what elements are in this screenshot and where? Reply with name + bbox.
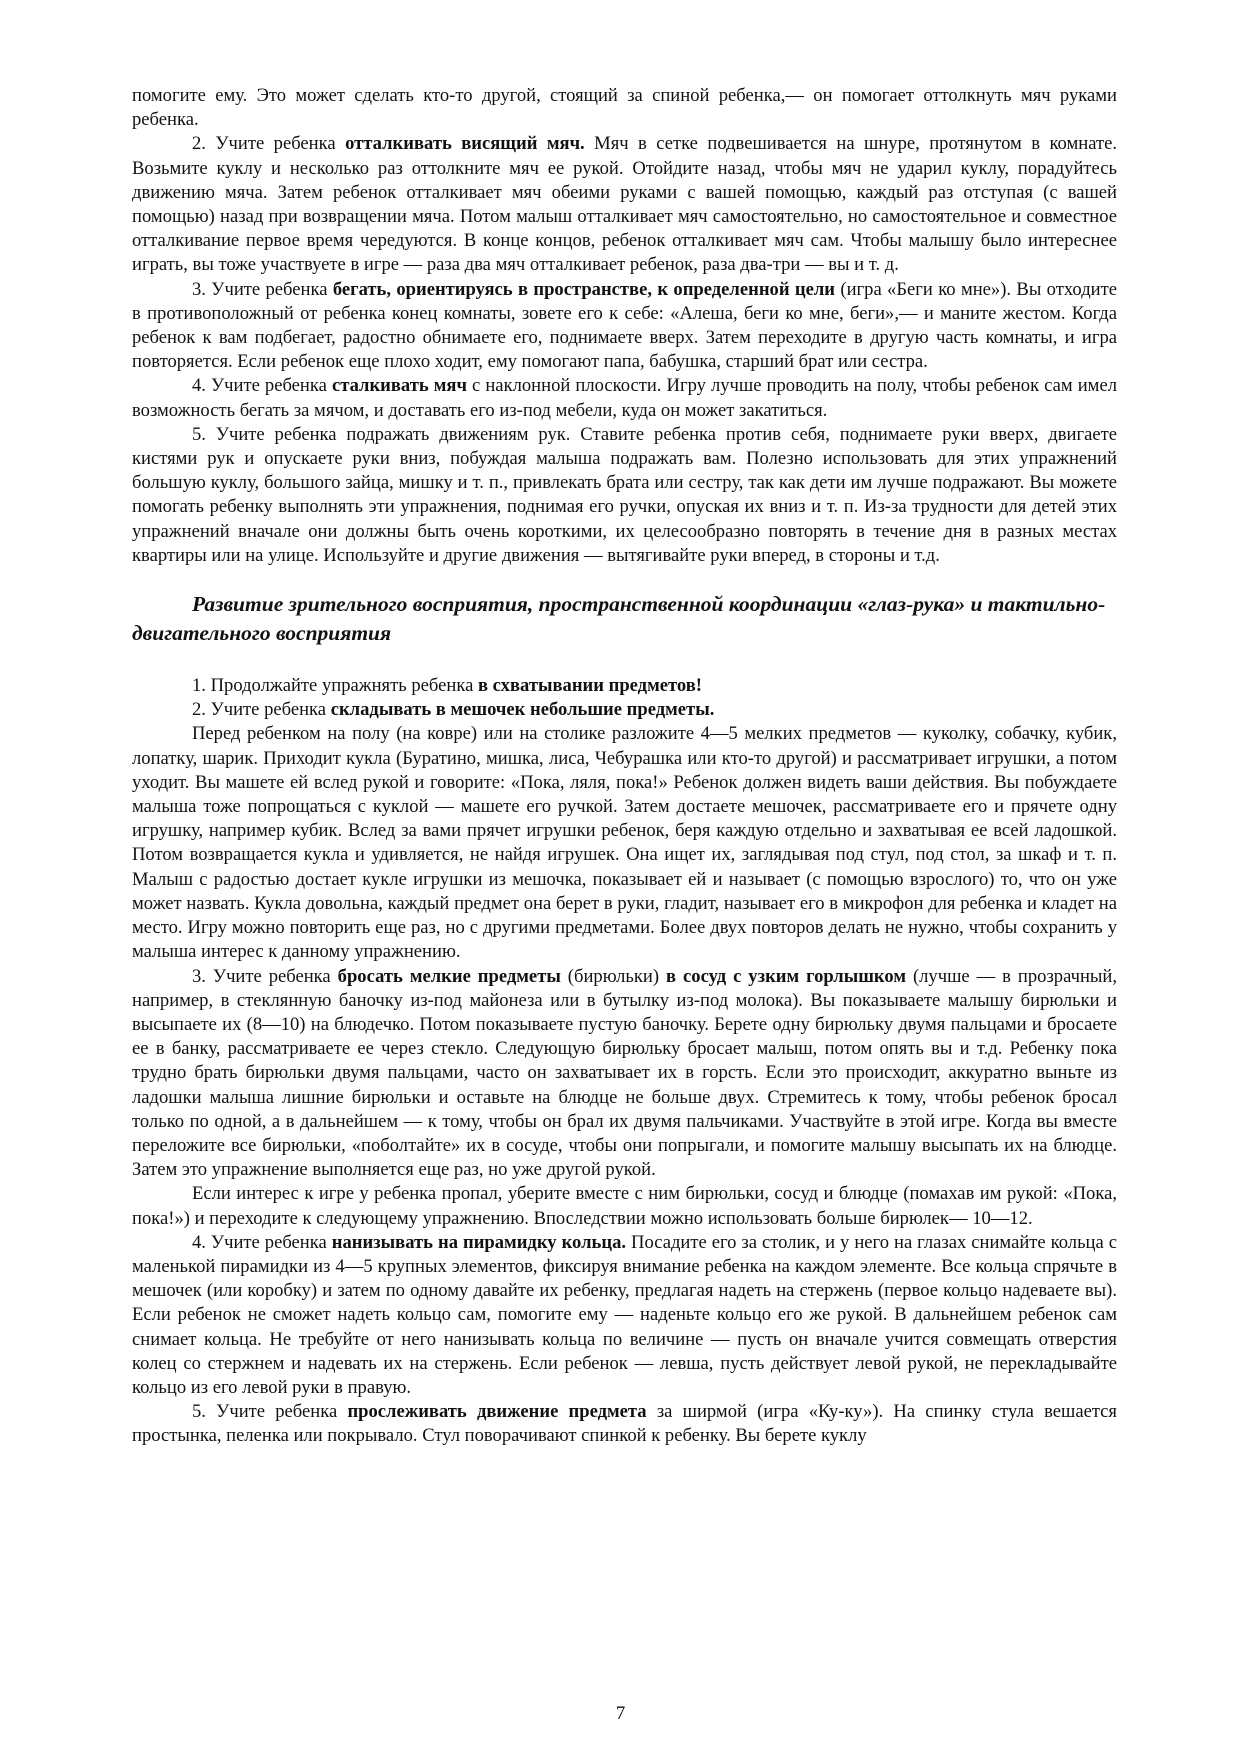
- item-4-lead: 4. Учите ребенка: [192, 375, 332, 397]
- section-item-1-bold: в схватывании предметов!: [477, 675, 702, 697]
- item-4-bold: сталкивать мяч: [331, 375, 467, 397]
- section-item-5: [132, 1400, 1117, 1448]
- section-item-3-text: (лучше — в прозрачный, например, в стеклянную баночку из-под майонеза или в бутылку из-под молока). Вы показываете малышу бирюльки и высыпаете их (8—10) на блюдечко. Потом показываете пустую баночку. Берете одну бирюльку двумя пальцами и бросаете ее в банку, рассматриваете ее через стекло. Следующую бирюльку бросает малыш, потом опять вы и т.д. Ребенку пока трудно брать бирюльки двумя пальцами, часто он захватывает их в горсть. Если это происходит, аккуратно выньте из ладошки малыша лишние бирюльки и оставьте на блюдце не больше двух. Стремитесь к тому, чтобы ребенок бросал только по одной, а в дальнейшем — к тому, чтобы он брал их двумя пальчиками. Участвуйте в этой игре. Когда вы вместе переложите все бирюльки, «поболтайте» их в сосуде, чтобы они попрыгали, и помогите малышу высыпать их на блюдце. Затем это упражнение выполняется еще раз, но уже другой рукой.: [132, 965, 1117, 1181]
- section-item-5-lead: 5. Учите ребенка: [192, 1401, 348, 1423]
- section-heading: Развитие зрительного восприятия, пространственной координации «глаз-рука» и тактильно-двигательного восприятия: [132, 592, 1106, 646]
- section-item-4: [132, 1231, 1117, 1400]
- section-item-5-bold: прослеживать движение предмета: [347, 1401, 647, 1423]
- item-2-text: Мяч в сетке подвешивается на шнуре, протянутом в комнате. Возьмите куклу и несколько раз оттолкните мяч ее рукой. Отойдите назад, чтобы мяч не ударил куклу, порадуйтесь движению мяча. Затем ребенок отталкивает мяч обеими руками с вашей помощью, каждый раз отступая (с вашей помощью) назад при возвращении мяча. Потом малыш отталкивает мяч самостоятельно, но самостоятельное и совместное отталкивание первое время чередуются. В конце концов, ребенок отталкивает мяч сам. Чтобы малышу было интереснее играть, вы тоже участвуете в игре — раза два мяч отталкивает ребенок, раза два-три — вы и т. д.: [132, 133, 1117, 276]
- document-page: [132, 84, 1117, 1449]
- paragraph-continued: помогите ему. Это может сделать кто-то другой, стоящий за спиной ребенка,— он помогает оттолкнуть мяч руками ребенка.: [132, 85, 1117, 131]
- section-item-3-bold-1: бросать мелкие предметы: [337, 965, 561, 987]
- paragraph-item-2: [132, 132, 1117, 277]
- item-3-lead: 3. Учите ребенка: [192, 278, 333, 300]
- item-3-text: (игра «Беги ко мне»). Вы отходите в противоположный от ребенка конец комнаты, зовете его к себе: «Алеша, беги ко мне, беги»,— и маните жестом. Когда ребенок к вам подбегает, радостно обнимаете его, поднимаете вверх. Затем переходите в другую часть комнаты, и игра повторяется. Если ребенок еще плохо ходит, ему помогают папа, бабушка, старший брат или сестра.: [132, 278, 1117, 373]
- paragraph-item-4: [132, 374, 1117, 422]
- section-item-2: [132, 698, 1117, 722]
- section-item-3-extra: Если интерес к игре у ребенка пропал, уберите вместе с ним бирюльки, сосуд и блюдце (помахав им рукой: «Пока, пока!») и переходите к следующему упражнению. Впоследствии можно использовать больше бирюлек— 10—12.: [132, 1183, 1117, 1229]
- section-item-4-text: Посадите его за столик, и у него на глазах снимайте кольца с маленькой пирамидки из 4—5 крупных элементов, фиксируя внимание ребенка на каждом элементе. Все кольца спрячьте в мешочек (или коробку) и затем по одному давайте их ребенку, предлагая надеть на стержень (первое кольцо надеваете вы). Если ребенок не сможет надеть кольцо сам, помогите ему — наденьте кольцо его же рукой. В дальнейшем ребенок сам снимает кольца. Не требуйте от него нанизывать кольца по величине — пусть он вначале учится совмещать отверстия колец со стержнем и надевать их на стержень. Если ребенок — левша, пусть действует левой рукой, не перекладывайте кольцо из его левой руки в правую.: [132, 1231, 1117, 1398]
- section-item-4-bold: нанизывать на пирамидку кольца.: [331, 1231, 627, 1253]
- section-item-2-body: Перед ребенком на полу (на ковре) или на столике разложите 4—5 мелких предметов — куколку, собачку, кубик, лопатку, шарик. Приходит кукла (Буратино, мишка, лиса, Чебурашка или кто-то другой) и рассматривает игрушки, а потом уходит. Вы машете ей вслед рукой и говорите: «Пока, ляля, пока!» Ребенок должен видеть ваши действия. Вы побуждаете малыша тоже попрощаться с куклой — машете его ручкой. Затем достаете мешочек, рассматриваете его и прячете одну игрушку, например кубик. Вслед за вами прячет игрушки ребенок, беря каждую отдельно и захватывая ее всей ладошкой. Потом возвращается кукла и удивляется, не найдя игрушек. Она ищет их, заглядывая под стул, под стол, за шкаф и т. п. Малыш с радостью достает кукле игрушки из мешочка, показывает ей и называет (с помощью взрослого) то, что он уже может назвать. Кукла довольна, каждый предмет она берет в руки, гладит, называет его в микрофон для ребенка и кладет на место. Игру можно повторить еще раз, но с другими предметами. Более двух повторов делать не нужно, чтобы сохранить у малыша интерес к данному упражнению.: [132, 723, 1117, 963]
- section-item-2-lead: 2. Учите ребенка: [192, 699, 331, 721]
- item-3-bold: бегать, ориентируясь в пространстве, к определенной цели: [332, 278, 836, 300]
- section-item-2-bold: складывать в мешочек небольшие предметы.: [330, 699, 715, 721]
- item-2-bold: отталкивать висящий мяч.: [345, 133, 585, 155]
- item-2-lead: 2. Учите ребенка: [192, 133, 346, 155]
- section-item-4-lead: 4. Учите ребенка: [192, 1231, 332, 1253]
- section-item-3-bold-2: в сосуд с узким горлышком: [666, 965, 906, 987]
- section-item-3-lead: 3. Учите ребенка: [192, 965, 338, 987]
- section-item-5-text: за ширмой (игра «Ку-ку»). На спинку стула вешается простынка, пеленка или покрывало. Стул поворачивают спинкой к ребенку. Вы берете куклу: [132, 1401, 1117, 1447]
- section-item-3-mid: (бирюльки): [560, 965, 667, 987]
- section-item-1-lead: 1. Продолжайте упражнять ребенка: [192, 675, 478, 697]
- page-number: 7: [615, 1703, 626, 1724]
- section-item-3: [132, 965, 1117, 1183]
- section-item-1: [132, 674, 1117, 698]
- item-4-text: с наклонной плоскости. Игру лучше проводить на полу, чтобы ребенок сам имел возможность бегать за мячом, и доставать его из-под мебели, куда он может закатиться.: [132, 375, 1117, 421]
- paragraph-item-3: [132, 278, 1117, 375]
- paragraph-item-5: 5. Учите ребенка подражать движениям рук. Ставите ребенка против себя, поднимаете руки вверх, двигаете кистями рук и опускаете руки вниз, побуждая малыша подражать вам. Полезно использовать для этих упражнений большую куклу, большого зайца, мишку и т. п., привлекать брата или сестру, так как дети им лучше подражают. Вы можете помогать ребенку выполнять эти упражнения, поднимая его ручки, опуская их вниз и т. п. Из-за трудности для детей этих упражнений вначале они должны быть очень короткими, их целесообразно повторять в течение дня в разных местах квартиры или на улице. Используйте и другие движения — вытягивайте руки вперед, в стороны и т.д.: [132, 423, 1117, 566]
